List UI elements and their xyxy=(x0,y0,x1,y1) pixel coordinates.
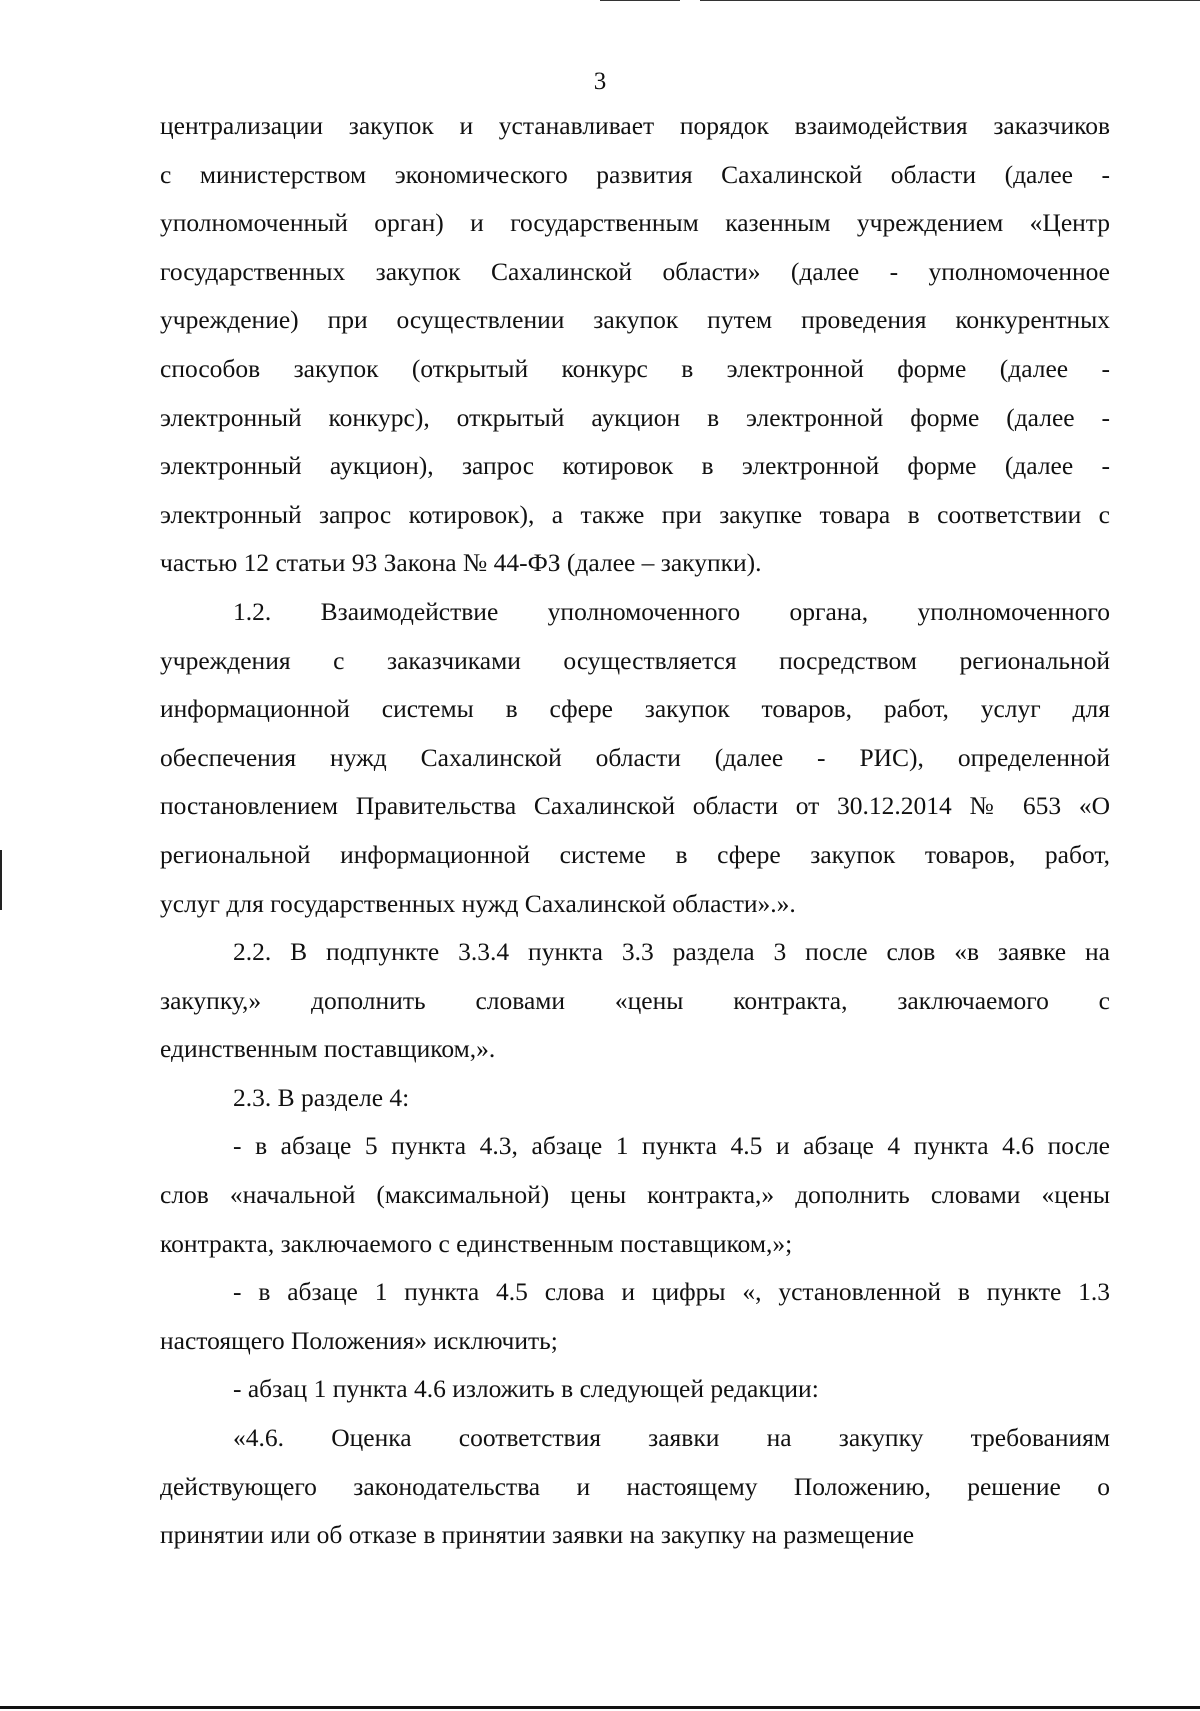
text-line: слов «начальной (максимальной) цены контракта,» дополнить словами «цены xyxy=(160,1180,1110,1210)
text-line: контракта, заключаемого с единственным поставщиком,»; xyxy=(160,1228,793,1258)
paragraph xyxy=(160,102,1110,588)
paragraph xyxy=(160,1074,1110,1123)
text-line: электронный конкурс), открытый аукцион в электронной форме (далее - xyxy=(160,402,1110,432)
text-line: постановлением Правительства Сахалинской области от 30.12.2014 № 653 «О xyxy=(160,791,1110,821)
text-line: частью 12 статьи 93 Закона № 44-ФЗ (далее – закупки). xyxy=(160,548,762,578)
text-line: централизации закупок и устанавливает порядок взаимодействия заказчиков xyxy=(160,111,1110,140)
text-line: информационной системы в сфере закупок товаров, работ, услуг для xyxy=(160,694,1110,724)
text-line: 1.2. Взаимодействие уполномоченного органа, уполномоченного xyxy=(233,596,1110,626)
text-line: государственных закупок Сахалинской области» (далее - уполномоченное xyxy=(160,256,1110,286)
text-line: региональной информационной системе в сфере закупок товаров, работ, xyxy=(160,839,1110,869)
text-line: единственным поставщиком,». xyxy=(160,1034,496,1064)
text-line: уполномоченный орган) и государственным казенным учреждением «Центр xyxy=(160,208,1110,238)
text-line: - в абзаце 1 пункта 4.5 слова и цифры «, установленной в пункте 1.3 xyxy=(233,1277,1110,1307)
text-line: учреждение) при осуществлении закупок путем проведения конкурентных xyxy=(160,305,1110,335)
text-line: принятии или об отказе в принятии заявки на закупку на размещение xyxy=(160,1520,915,1550)
text-line: 2.3. В разделе 4: xyxy=(233,1082,410,1112)
paragraph xyxy=(160,1365,1110,1414)
text-line: - абзац 1 пункта 4.6 изложить в следующей редакции: xyxy=(233,1374,819,1404)
text-line: электронный запрос котировок), а также при закупке товара в соответствии с xyxy=(160,499,1110,529)
text-line: с министерством экономического развития Сахалинской области (далее - xyxy=(160,159,1110,189)
scan-artifact-bottom xyxy=(0,1706,1200,1709)
text-line: действующего законодательства и настоящему Положению, решение о xyxy=(160,1471,1110,1501)
paragraph xyxy=(160,1122,1110,1268)
scan-artifact-left xyxy=(0,850,2,910)
text-line: услуг для государственных нужд Сахалинской области».». xyxy=(160,888,796,918)
paragraph xyxy=(160,1268,1110,1365)
text-line: настоящего Положения» исключить; xyxy=(160,1325,558,1355)
text-line: закупку,» дополнить словами «цены контракта, заключаемого с xyxy=(160,985,1110,1015)
paragraph xyxy=(160,588,1110,928)
text-line: - в абзаце 5 пункта 4.3, абзаце 1 пункта 4.5 и абзаце 4 пункта 4.6 после xyxy=(233,1131,1110,1161)
text-line: 2.2. В подпункте 3.3.4 пункта 3.3 раздела 3 после слов «в заявке на xyxy=(233,937,1110,967)
text-line: способов закупок (открытый конкурс в электронной форме (далее - xyxy=(160,353,1110,383)
text-line: «4.6. Оценка соответствия заявки на закупку требованиям xyxy=(233,1423,1110,1453)
document-body xyxy=(160,102,1110,1560)
paragraph xyxy=(160,1414,1110,1560)
text-line: учреждения с заказчиками осуществляется посредством региональной xyxy=(160,645,1110,675)
paragraph xyxy=(160,928,1110,1074)
text-line: электронный аукцион), запрос котировок в электронной форме (далее - xyxy=(160,451,1110,481)
text-line: обеспечения нужд Сахалинской области (далее - РИС), определенной xyxy=(160,742,1110,772)
page-number: 3 xyxy=(593,68,607,95)
scan-artifact-top xyxy=(700,0,1200,1)
scan-artifact-top xyxy=(600,0,680,1)
